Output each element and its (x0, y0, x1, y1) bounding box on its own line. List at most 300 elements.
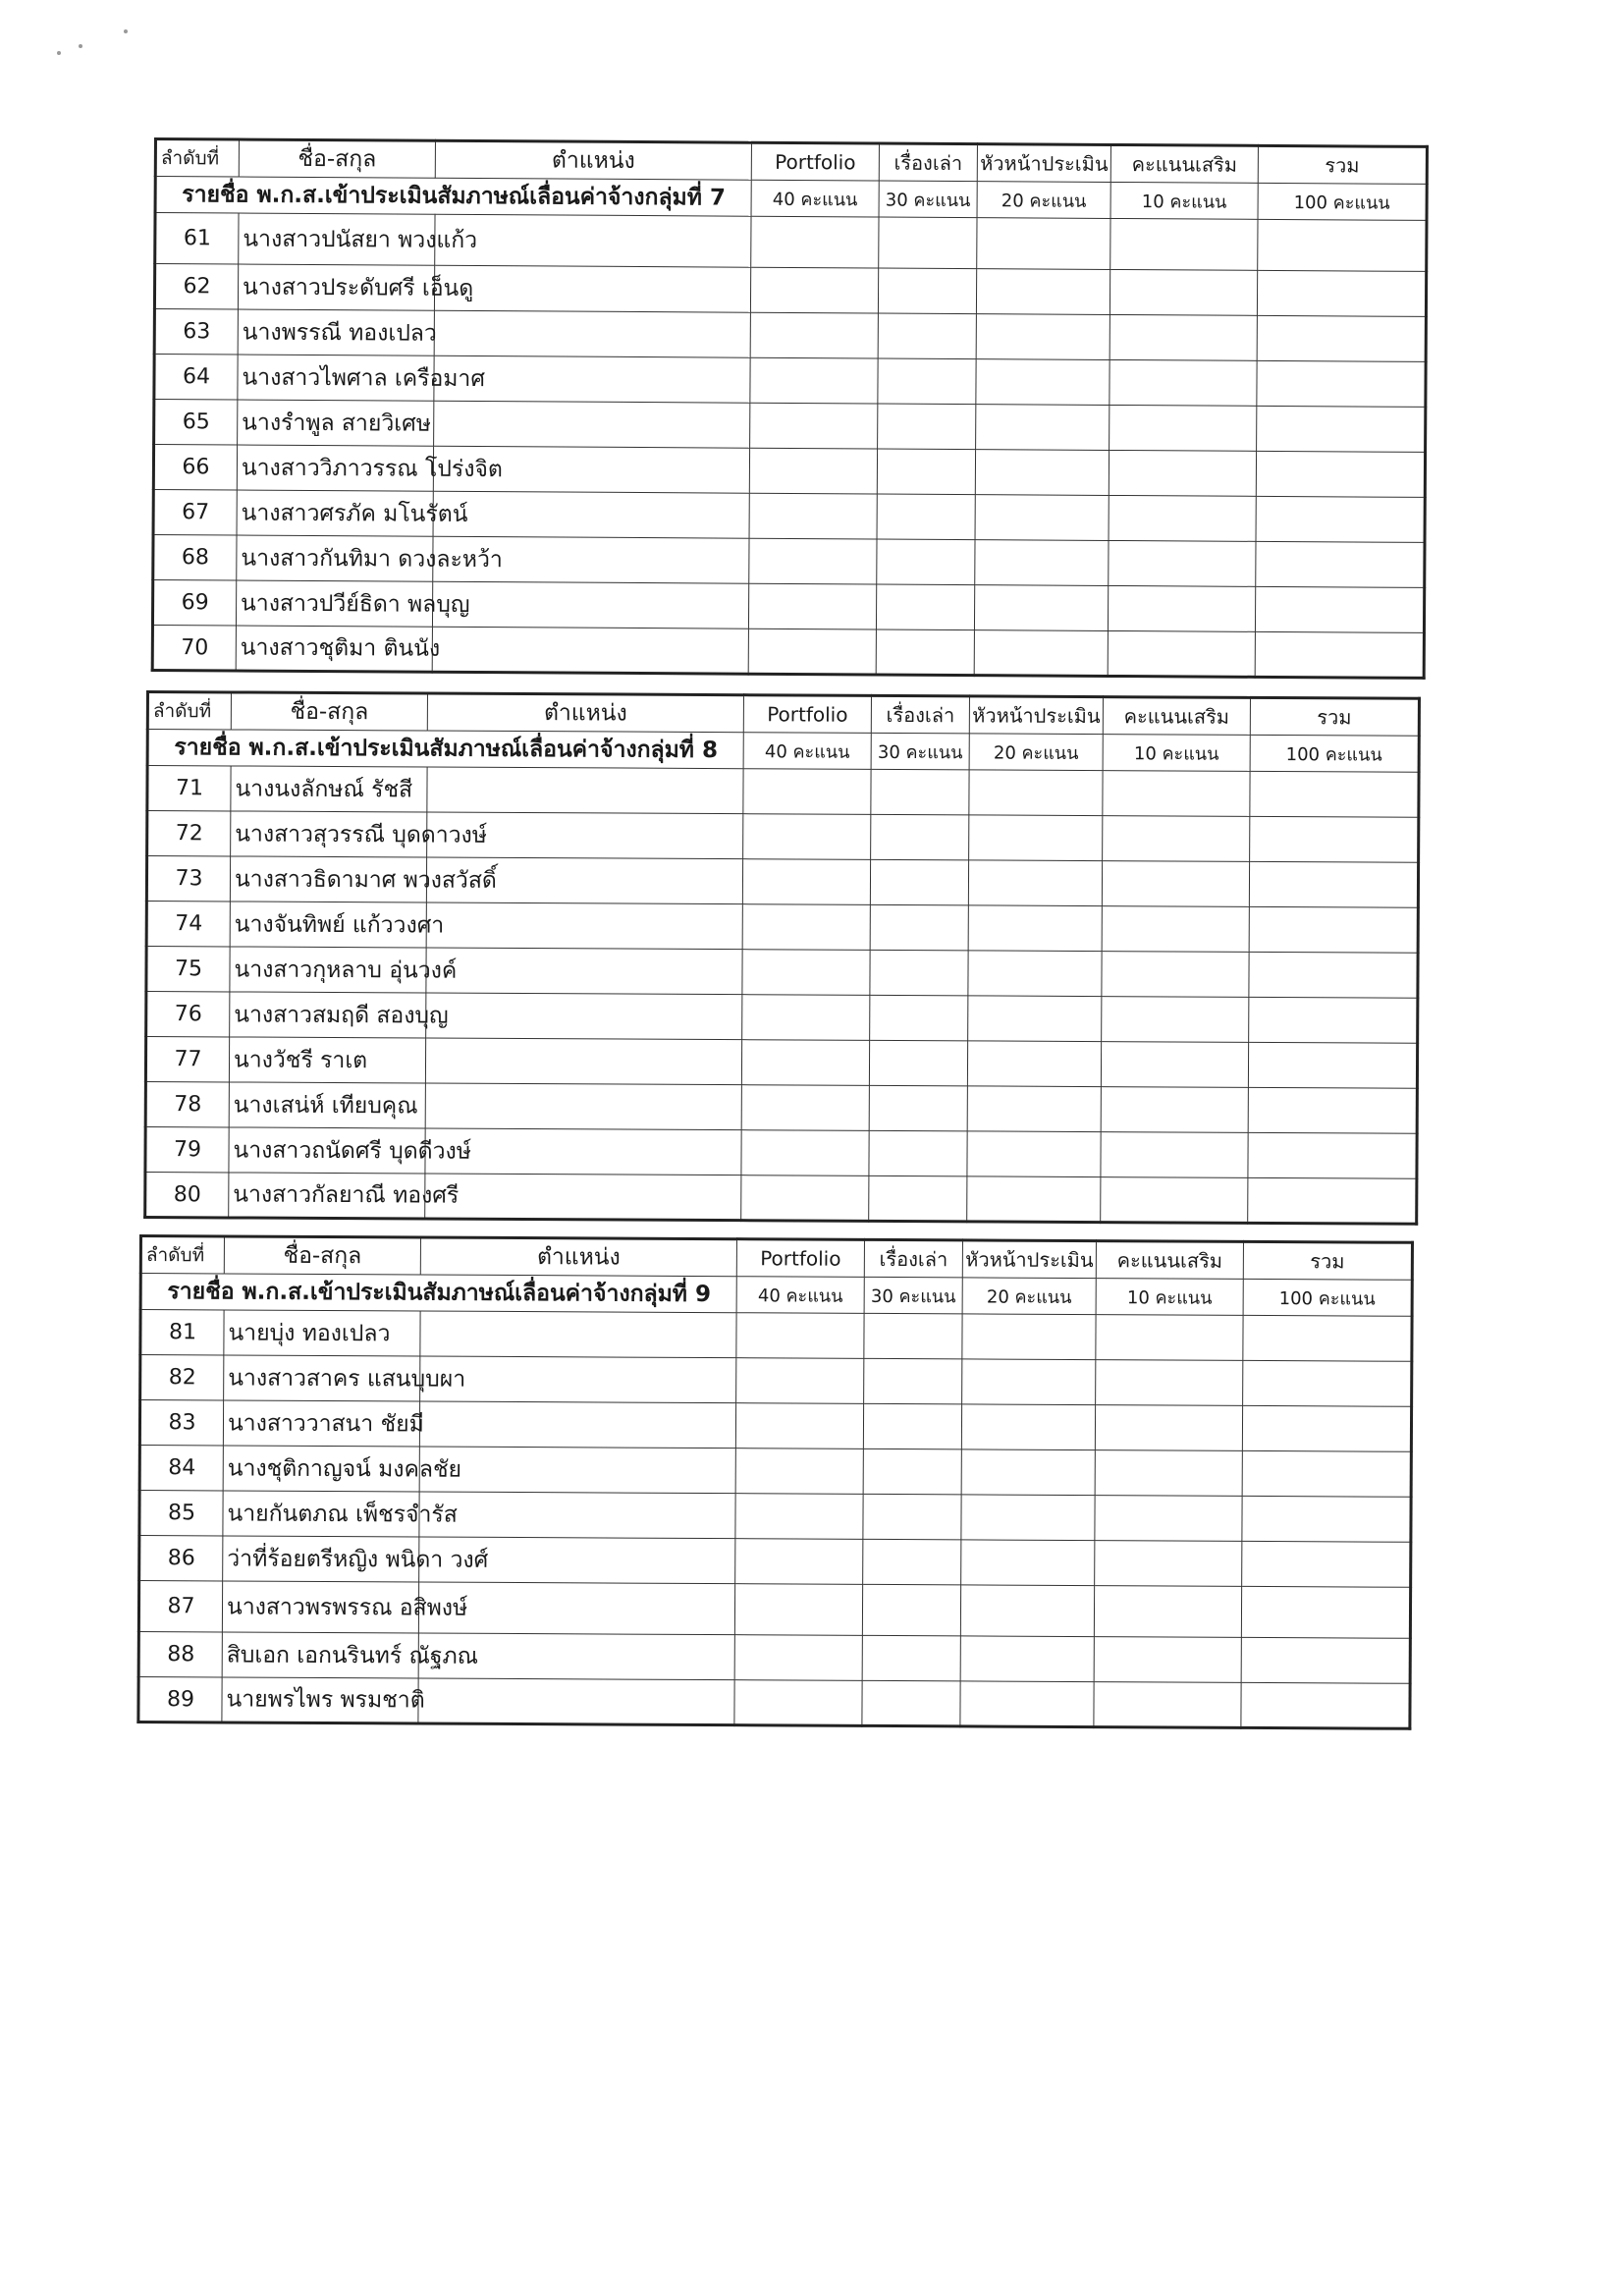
cell-bonus (1096, 1360, 1243, 1406)
row-name: นางสาวสุวรรณี บุดดาวงษ์ (231, 811, 427, 857)
header-bonus: คะแนนเสริม (1103, 697, 1250, 736)
cell-total (1249, 997, 1418, 1043)
cell-story (863, 1494, 961, 1540)
cell-portfolio (748, 583, 876, 629)
row-number: 65 (154, 400, 238, 446)
cell-head (961, 1540, 1095, 1586)
table-row (153, 490, 1425, 543)
cell-total (1248, 1042, 1417, 1088)
max-score-portfolio: 40 คะแนน (736, 1277, 864, 1314)
table-row (155, 213, 1427, 272)
cell-portfolio (750, 312, 878, 358)
cell-total (1257, 360, 1426, 407)
row-number: 87 (138, 1581, 222, 1632)
cell-portfolio (736, 1358, 864, 1404)
header-bonus: คะแนนเสริม (1110, 144, 1258, 183)
max-score-portfolio: 40 คะแนน (751, 180, 879, 217)
score-table-group (136, 1234, 1414, 1730)
row-name: นางสาวชุติมา ตินนัง (236, 626, 432, 672)
row-name: นางสาวปวีย์ธิดา พลบุญ (236, 580, 432, 627)
table-row (154, 264, 1426, 317)
cell-story (869, 1040, 967, 1086)
cell-portfolio (748, 629, 876, 675)
cell-story (878, 268, 976, 314)
cell-story (879, 217, 977, 269)
row-name: นางจันทิพย์ แก้ววงศา (230, 902, 426, 948)
row-name: นางสาวปนัสยา พวงแก้ว (239, 213, 435, 265)
table-row (153, 535, 1425, 588)
cell-story (876, 584, 974, 630)
cell-total (1248, 1177, 1417, 1224)
cell-total (1248, 1087, 1417, 1133)
cell-total (1257, 315, 1426, 361)
cell-head (961, 1404, 1095, 1450)
cell-head (976, 359, 1110, 406)
row-name: ว่าที่ร้อยตรีหญิง พนิดา วงศ์ (223, 1536, 419, 1582)
max-score-total: 100 คะแนน (1250, 735, 1419, 772)
table-row (146, 992, 1418, 1044)
cell-bonus (1102, 997, 1249, 1043)
cell-head (976, 314, 1110, 360)
table-row (154, 309, 1426, 362)
cell-story (871, 814, 969, 860)
cell-portfolio (750, 267, 878, 313)
cell-portfolio (751, 216, 879, 268)
row-name: นางสาวไพศาล เครือมาศ (238, 355, 434, 401)
cell-head (976, 269, 1110, 315)
cell-bonus (1095, 1450, 1242, 1497)
header-head: หัวหน้าประเมิน (969, 696, 1103, 735)
max-score-bonus: 10 คะแนน (1110, 182, 1258, 219)
row-number: 74 (146, 902, 230, 947)
header-bonus: คะแนนเสริม (1096, 1241, 1243, 1280)
cell-total (1255, 586, 1424, 632)
table-row (139, 1446, 1411, 1498)
cell-story (877, 539, 975, 585)
cell-story (863, 1449, 961, 1495)
row-number: 72 (147, 811, 231, 856)
table-row (146, 947, 1418, 999)
cell-total (1250, 771, 1419, 817)
cell-total (1256, 541, 1425, 587)
cell-bonus (1094, 1682, 1241, 1728)
cell-head (969, 770, 1103, 816)
cell-portfolio (742, 859, 870, 905)
cell-total (1241, 1637, 1410, 1683)
header-story: เรื่องเล่า (871, 695, 969, 734)
table-row (147, 811, 1419, 863)
cell-bonus (1108, 585, 1255, 631)
table-row (145, 1082, 1417, 1134)
cell-story (862, 1635, 960, 1681)
table-row (146, 902, 1418, 954)
header-head: หัวหน้าประเมิน (962, 1240, 1096, 1279)
cell-portfolio (750, 403, 878, 449)
max-score-head: 20 คะแนน (977, 182, 1110, 219)
cell-position (419, 1447, 735, 1494)
cell-story (876, 629, 974, 676)
cell-total (1255, 631, 1424, 678)
group-title: รายชื่อ พ.ก.ส.เข้าประเมินสัมภาษณ์เลื่อนค่าจ้างกลุ่มที่ 8 (147, 730, 743, 769)
cell-head (962, 1359, 1096, 1405)
cell-portfolio (742, 995, 870, 1041)
cell-story (869, 1085, 967, 1131)
row-name: นางสาววิภาวรรณ โปร่งจิต (237, 445, 433, 491)
cell-head (962, 1314, 1096, 1360)
max-score-head: 20 คะแนน (962, 1278, 1096, 1315)
row-number: 86 (139, 1536, 223, 1581)
score-table-group (143, 690, 1421, 1226)
cell-position (434, 310, 750, 357)
header-position: ตำแหน่ง (435, 140, 751, 180)
row-number: 64 (154, 355, 238, 401)
cell-total (1242, 1496, 1411, 1542)
row-name: สิบเอก เอกนรินทร์ ณัฐภณ (222, 1632, 418, 1678)
cell-bonus (1095, 1405, 1242, 1451)
cell-total (1243, 1315, 1412, 1361)
cell-position (427, 767, 743, 814)
max-score-bonus: 10 คะแนน (1096, 1279, 1243, 1316)
score-table-group (151, 137, 1429, 680)
cell-story (878, 313, 976, 359)
cell-position (434, 265, 750, 312)
max-score-total: 100 คะแนน (1243, 1279, 1412, 1316)
cell-story (870, 859, 968, 905)
cell-head (968, 996, 1102, 1042)
header-name: ชื่อ-สกุล (231, 692, 427, 731)
row-number: 82 (140, 1355, 224, 1400)
header-position: ตำแหน่ง (427, 693, 743, 733)
cell-bonus (1110, 269, 1257, 315)
cell-portfolio (742, 950, 870, 996)
table-row (147, 766, 1419, 818)
row-name: นางสาวกัลยาณี ทองศรี (229, 1173, 425, 1219)
cell-story (862, 1680, 960, 1726)
header-story: เรื่องเล่า (879, 143, 977, 182)
row-name: นางสาวธิดามาศ พวงสวัสดิ์ (230, 856, 426, 902)
cell-story (869, 1175, 967, 1222)
header-total: รวม (1250, 697, 1419, 736)
cell-head (968, 905, 1102, 952)
cell-bonus (1103, 816, 1250, 862)
cell-bonus (1101, 1177, 1248, 1224)
cell-position (426, 948, 742, 995)
cell-story (863, 1403, 961, 1449)
cell-portfolio (749, 448, 877, 494)
row-number: 80 (145, 1173, 229, 1218)
cell-total (1248, 1132, 1417, 1178)
cell-portfolio (735, 1403, 863, 1449)
cell-bonus (1094, 1586, 1241, 1638)
cell-position (433, 491, 749, 538)
cell-portfolio (735, 1539, 863, 1585)
cell-portfolio (743, 814, 871, 860)
row-name: นางเสน่ห์ เทียบคุณ (229, 1082, 425, 1128)
cell-bonus (1109, 450, 1256, 496)
cell-position (426, 993, 742, 1040)
cell-head (967, 1086, 1101, 1132)
row-name: นางวัชรี ราเต (229, 1037, 425, 1083)
max-score-story: 30 คะแนน (879, 181, 977, 218)
cell-position (425, 1128, 741, 1175)
cell-total (1241, 1682, 1410, 1728)
table-row (140, 1310, 1412, 1362)
row-number: 89 (138, 1677, 222, 1722)
cell-portfolio (741, 1040, 869, 1086)
row-number: 81 (140, 1310, 224, 1355)
row-name: นางสาวถนัดศรี บุดดีวงษ์ (229, 1127, 425, 1174)
row-name: นางสาวศรภัค มโนรัตน์ (237, 490, 433, 536)
cell-story (871, 769, 969, 815)
header-total: รวม (1243, 1241, 1412, 1280)
cell-bonus (1101, 1087, 1248, 1133)
table-row (152, 625, 1424, 678)
cell-portfolio (735, 1449, 863, 1495)
row-number: 77 (145, 1037, 229, 1082)
cell-bonus (1102, 861, 1249, 907)
row-name: นางสาวประดับศรี เอ็นดู (238, 264, 434, 310)
header-portfolio: Portfolio (743, 695, 871, 734)
cell-bonus (1096, 1315, 1243, 1361)
row-name: นางสาวสมฤดี สองบุญ (230, 992, 426, 1038)
row-number: 79 (145, 1127, 229, 1173)
cell-position (419, 1492, 735, 1539)
row-number: 84 (139, 1446, 223, 1491)
cell-portfolio (749, 538, 877, 584)
header-no: ลำดับที่ (140, 1236, 224, 1274)
cell-bonus (1095, 1496, 1242, 1542)
max-score-bonus: 10 คะแนน (1103, 735, 1250, 772)
cell-bonus (1110, 405, 1257, 451)
row-number: 85 (139, 1491, 223, 1536)
cell-portfolio (734, 1635, 862, 1681)
max-score-story: 30 คะแนน (871, 733, 969, 770)
cell-position (435, 214, 751, 267)
row-name: นายพรไพร พรมชาติ (222, 1677, 418, 1723)
cell-total (1256, 451, 1425, 497)
cell-head (960, 1585, 1094, 1637)
table-row (153, 445, 1425, 498)
header-no: ลำดับที่ (147, 692, 231, 730)
table-row (152, 580, 1424, 633)
cell-bonus (1094, 1637, 1241, 1683)
scan-speck (124, 29, 128, 33)
header-portfolio: Portfolio (736, 1239, 864, 1278)
table-row (139, 1400, 1411, 1452)
cell-head (975, 450, 1109, 496)
header-total: รวม (1258, 145, 1427, 184)
cell-total (1242, 1541, 1411, 1587)
row-number: 63 (154, 309, 238, 355)
cell-total (1249, 952, 1418, 998)
cell-portfolio (735, 1494, 863, 1540)
header-story: เรื่องเล่า (864, 1239, 962, 1278)
row-number: 67 (153, 490, 237, 536)
table-row (138, 1581, 1410, 1639)
cell-portfolio (742, 904, 870, 951)
row-number: 78 (145, 1082, 229, 1127)
cell-total (1257, 406, 1426, 452)
row-name: นางรำพูล สายวิเศษ (238, 400, 434, 446)
cell-bonus (1109, 540, 1256, 586)
table-row (145, 1037, 1417, 1089)
cell-bonus (1110, 359, 1257, 406)
table-row (145, 1173, 1417, 1225)
cell-head (968, 860, 1102, 906)
cell-total (1243, 1360, 1412, 1406)
cell-total (1242, 1450, 1411, 1497)
cell-bonus (1102, 906, 1249, 953)
header-name: ชื่อ-สกุล (224, 1236, 420, 1275)
row-name: นางสาวกันทิมา ดวงละหว้า (237, 535, 433, 581)
table-row (140, 1355, 1412, 1407)
cell-bonus (1101, 1132, 1248, 1178)
cell-head (975, 495, 1109, 541)
cell-position (432, 627, 748, 674)
row-number: 70 (152, 625, 236, 671)
cell-head (974, 585, 1108, 631)
row-name: นายกันตภณ เพ็ชรจำรัส (223, 1491, 419, 1537)
cell-portfolio (750, 357, 878, 404)
cell-portfolio (743, 769, 871, 815)
row-number: 66 (153, 445, 237, 491)
row-name: นางสาวสาคร แสนบุบผา (224, 1355, 420, 1401)
cell-portfolio (741, 1085, 869, 1131)
cell-story (877, 449, 975, 495)
cell-position (432, 581, 748, 629)
cell-position (425, 1083, 741, 1130)
cell-bonus (1103, 771, 1250, 817)
cell-story (877, 494, 975, 540)
cell-story (869, 1130, 967, 1176)
cell-position (434, 401, 750, 448)
cell-head (967, 1176, 1101, 1223)
cell-portfolio (736, 1313, 864, 1359)
cell-total (1257, 270, 1426, 316)
row-number: 83 (139, 1400, 223, 1446)
cell-position (425, 1038, 741, 1085)
row-number: 75 (146, 947, 230, 992)
cell-head (967, 1041, 1101, 1087)
cell-total (1250, 816, 1419, 862)
cell-portfolio (749, 493, 877, 539)
row-number: 76 (146, 992, 230, 1037)
cell-head (974, 630, 1108, 677)
cell-position (418, 1678, 734, 1725)
cell-position (425, 1174, 741, 1221)
row-name: นางพรรณี ทองเปลว (238, 309, 434, 355)
cell-bonus (1108, 630, 1255, 677)
cell-head (961, 1495, 1095, 1541)
header-position: ตำแหน่ง (420, 1237, 736, 1277)
table-row (146, 856, 1418, 908)
cell-total (1256, 496, 1425, 542)
cell-head (976, 405, 1110, 451)
cell-portfolio (741, 1130, 869, 1176)
cell-portfolio (741, 1175, 869, 1222)
row-number: 61 (155, 213, 239, 265)
cell-total (1249, 906, 1418, 953)
cell-position (419, 1401, 735, 1449)
header-head: หัวหน้าประเมิน (977, 144, 1110, 183)
row-name: นางสาวกุหลาบ อุ่นวงค์ (230, 947, 426, 993)
max-score-story: 30 คะแนน (864, 1277, 962, 1314)
cell-total (1258, 219, 1427, 271)
cell-head (969, 815, 1103, 861)
cell-head (968, 951, 1102, 997)
header-no: ลำดับที่ (155, 139, 239, 178)
table-row (139, 1491, 1411, 1543)
header-portfolio: Portfolio (751, 142, 879, 181)
row-number: 62 (154, 264, 238, 310)
row-number: 69 (152, 580, 236, 627)
row-name: นางสาวพรพรรณ อสิพงษ์ (222, 1581, 418, 1633)
table-row (145, 1127, 1417, 1179)
scan-speck (79, 44, 82, 48)
table-row (138, 1677, 1410, 1729)
cell-portfolio (734, 1584, 862, 1636)
row-name: นายบุ่ง ทองเปลว (224, 1310, 420, 1356)
max-score-total: 100 คะแนน (1258, 183, 1427, 220)
cell-head (967, 1131, 1101, 1177)
cell-portfolio (734, 1680, 862, 1726)
row-number: 73 (146, 856, 230, 902)
max-score-portfolio: 40 คะแนน (743, 733, 871, 770)
scan-speck (57, 51, 61, 55)
row-name: นางสาววาสนา ชัยมี (223, 1400, 419, 1447)
cell-position (420, 1311, 736, 1358)
cell-position (426, 902, 742, 950)
table-row (154, 400, 1426, 453)
row-number: 71 (147, 766, 231, 811)
table-row (154, 355, 1426, 408)
row-name: นางนงลักษณ์ รัชสี (231, 766, 427, 812)
group-title: รายชื่อ พ.ก.ส.เข้าประเมินสัมภาษณ์เลื่อนค่าจ้างกลุ่มที่ 7 (155, 177, 751, 217)
max-score-head: 20 คะแนน (969, 734, 1103, 771)
cell-head (975, 540, 1109, 586)
cell-head (977, 218, 1110, 270)
cell-story (878, 404, 976, 450)
cell-bonus (1110, 314, 1257, 360)
cell-story (864, 1313, 962, 1359)
group-title: รายชื่อ พ.ก.ส.เข้าประเมินสัมภาษณ์เลื่อนค่าจ้างกลุ่มที่ 9 (140, 1274, 736, 1313)
cell-head (960, 1681, 1094, 1727)
cell-bonus (1095, 1541, 1242, 1587)
cell-head (961, 1449, 1095, 1496)
cell-total (1241, 1586, 1410, 1638)
cell-story (862, 1584, 960, 1636)
cell-story (863, 1539, 961, 1585)
cell-bonus (1102, 952, 1249, 998)
cell-story (870, 995, 968, 1041)
cell-bonus (1109, 495, 1256, 541)
cell-bonus (1101, 1042, 1248, 1088)
cell-story (870, 904, 968, 951)
header-name: ชื่อ-สกุล (239, 139, 435, 178)
table-row (138, 1632, 1410, 1684)
cell-story (878, 358, 976, 405)
cell-story (870, 950, 968, 996)
row-number: 88 (138, 1632, 222, 1677)
row-name: นางชุติกาญจน์ มงคลชัย (223, 1446, 419, 1492)
cell-story (864, 1358, 962, 1404)
cell-total (1249, 861, 1418, 907)
cell-head (960, 1636, 1094, 1682)
cell-position (420, 1356, 736, 1403)
cell-bonus (1110, 218, 1258, 270)
table-row (139, 1536, 1411, 1588)
cell-total (1242, 1405, 1411, 1451)
